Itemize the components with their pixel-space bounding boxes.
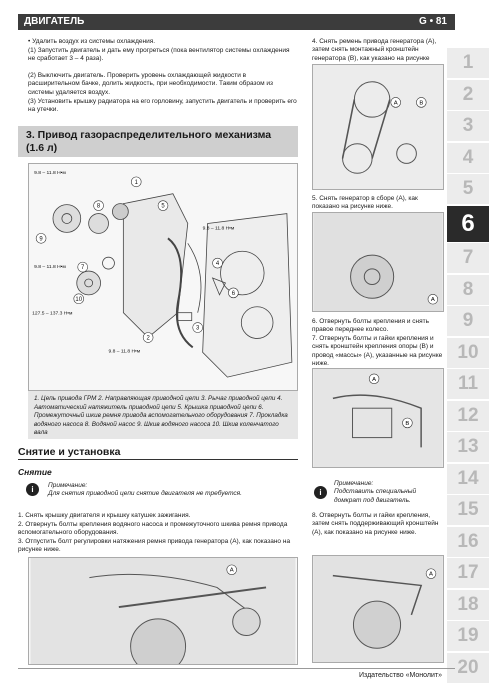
note-1-label: Примечание: <box>48 482 88 489</box>
footer-divider <box>18 668 455 669</box>
chapter-tab-4[interactable]: 4 <box>447 143 489 174</box>
chapter-tab-11[interactable]: 11 <box>447 369 489 400</box>
chapter-tab-14[interactable]: 14 <box>447 464 489 495</box>
callout-6: 6 <box>231 290 236 297</box>
callout-1: 1 <box>134 179 138 186</box>
step-4: 4. Снять ремень привода генератора (А), затем снять монтажный кронштейн генератора (В), как указано на рисунке <box>312 38 437 62</box>
paragraph-3: (3) Установить крышку радиатора на его горловину, запустить двигатель и проверить его на утечки. <box>28 98 297 114</box>
chapter-tab-9[interactable]: 9 <box>447 306 489 337</box>
chapter-tab-2[interactable]: 2 <box>447 80 489 111</box>
photo-letter-a: A <box>430 297 435 304</box>
chapter-tab-3[interactable]: 3 <box>447 111 489 142</box>
photo-letter-a: A <box>429 571 433 578</box>
callout-2: 2 <box>146 335 150 342</box>
section-title: 3. Привод газораспределительного механизма (1.6 л) <box>18 126 298 157</box>
step-8: 8. Отвернуть болты и гайки крепления, затем снять поддерживающий кронштейн (А), как показано на рисунке ниже. <box>312 512 439 536</box>
callout-4: 4 <box>215 261 220 268</box>
publisher-footer: Издательство «Монолит» <box>358 672 442 679</box>
photo-letter-a: A <box>372 376 377 383</box>
torque-label-3: 9.8 – 11.8 Н•м <box>34 265 66 271</box>
step-6: 6. Отвернуть болты крепления и снять правое переднее колесо. <box>312 318 430 334</box>
torque-label-2: 9.8 – 11.8 Н•м <box>202 226 235 232</box>
bullet-bleed-air: • Удалить воздух из системы охлаждения. <box>28 38 156 45</box>
heading-removal: Снятие <box>18 467 52 477</box>
page-header <box>18 14 455 30</box>
chapter-tab-19[interactable]: 19 <box>447 621 489 652</box>
photo-drawing <box>29 558 297 664</box>
callout-8: 8 <box>96 203 101 210</box>
chapter-tab-17[interactable]: 17 <box>447 558 489 589</box>
callout-5: 5 <box>161 203 165 210</box>
timing-chain-exploded-diagram <box>28 163 298 391</box>
note-1-text: Для снятия приводной цепи снятие двигателя не требуется. <box>48 490 242 498</box>
figure-caption: 1. Цепь привода ГРМ 2. Направляющая приводной цепи 3. Рычаг приводной цепи 4. Автоматический натяжитель приводной цепи 5. Крышка приводной цепи 6. Промежуточный шкив ремня привода вспомогательного оборудования 7. Прокладка водяного насоса 8. Водяной насос 9. Шкив водяного насоса 10. Шкив коленчатого вала <box>28 391 298 439</box>
photo-drawing <box>313 65 443 189</box>
photo-letter-a: A <box>393 100 398 107</box>
chapter-tab-15[interactable]: 15 <box>447 495 489 526</box>
chapter-tab-10[interactable]: 10 <box>447 338 489 369</box>
step-3: 3. Отпустить болт регулировки натяжения ремня привода генератора (А), как показано на рисунке ниже. <box>18 538 291 554</box>
photo-letter-b: B <box>405 420 410 427</box>
note-1 <box>48 482 298 499</box>
chapter-tab-8[interactable]: 8 <box>447 275 489 306</box>
page-number: G • 81 <box>419 16 447 27</box>
section-name: ДВИГАТЕЛЬ <box>24 16 85 27</box>
torque-label-4: 127.5 – 137.3 Н•м <box>32 311 73 317</box>
chapter-tab-20[interactable]: 20 <box>447 653 489 684</box>
note-info-icon: i <box>314 486 327 499</box>
step-5: 5. Снять генератор в сборе (А), как показано на рисунке ниже. <box>312 195 418 211</box>
photo-alternator-belt-bolt <box>28 557 298 665</box>
chapter-tab-13[interactable]: 13 <box>447 432 489 463</box>
step-7: 7. Отвернуть болты и гайки крепления и снять кронштейн крепления опоры (В) и провод «массы» (А), указанные на рисунке ниже. <box>312 335 443 367</box>
photo-drawing <box>313 556 443 662</box>
paragraph-2: (2) Выключить двигатель. Проверить уровень охлаждающей жидкости в расширительном бачке, долить жидкость, при необходимости. Таким образом из системы удаляется воздух. <box>28 72 273 96</box>
note-info-icon: i <box>26 483 39 496</box>
torque-label-1: 9.8 – 11.8 Н•м <box>34 170 66 176</box>
chapter-tab-6-active[interactable]: 6 <box>447 206 489 243</box>
note-2 <box>334 480 444 505</box>
callout-10: 10 <box>75 296 83 303</box>
chapter-tab-16[interactable]: 16 <box>447 527 489 558</box>
chapter-tab-18[interactable]: 18 <box>447 590 489 621</box>
chapter-tabs <box>447 48 489 684</box>
paragraph-1: (1) Запустить двигатель и дать ему прогреться (пока вентилятор системы охлаждения не сработает 3 – 4 раза). <box>28 47 290 63</box>
diagram-drawing <box>29 164 297 390</box>
heading-removal-installation: Снятие и установка <box>18 446 121 458</box>
photo-letter-b: B <box>419 100 424 107</box>
chapter-tab-5[interactable]: 5 <box>447 174 489 205</box>
callout-9: 9 <box>39 236 43 243</box>
step-1: 1. Снять крышку двигателя и крышку катушек зажигания. <box>18 512 191 519</box>
chapter-tab-12[interactable]: 12 <box>447 401 489 432</box>
photo-remove-alternator <box>312 212 444 312</box>
callout-3: 3 <box>196 325 200 332</box>
photo-remove-belt-bracket <box>312 64 444 190</box>
chapter-tab-7[interactable]: 7 <box>447 243 489 274</box>
heading-divider <box>18 459 298 460</box>
photo-support-bracket <box>312 555 444 663</box>
photo-letter-a: A <box>229 567 234 574</box>
photo-drawing <box>313 213 443 311</box>
callout-7: 7 <box>81 265 85 272</box>
chapter-tab-1[interactable]: 1 <box>447 48 489 79</box>
note-2-label: Примечание: <box>334 480 374 487</box>
photo-drawing <box>313 369 443 467</box>
step-2: 2. Отвернуть болты крепления водяного насоса и промежуточного шкива ремня привода вспомогательного оборудования. <box>18 521 288 537</box>
photo-mount-bracket <box>312 368 444 468</box>
note-2-text: Подставить специальный домкрат под двигатель. <box>334 488 417 504</box>
torque-label-5: 9.8 – 11.8 Н•м <box>108 349 141 355</box>
